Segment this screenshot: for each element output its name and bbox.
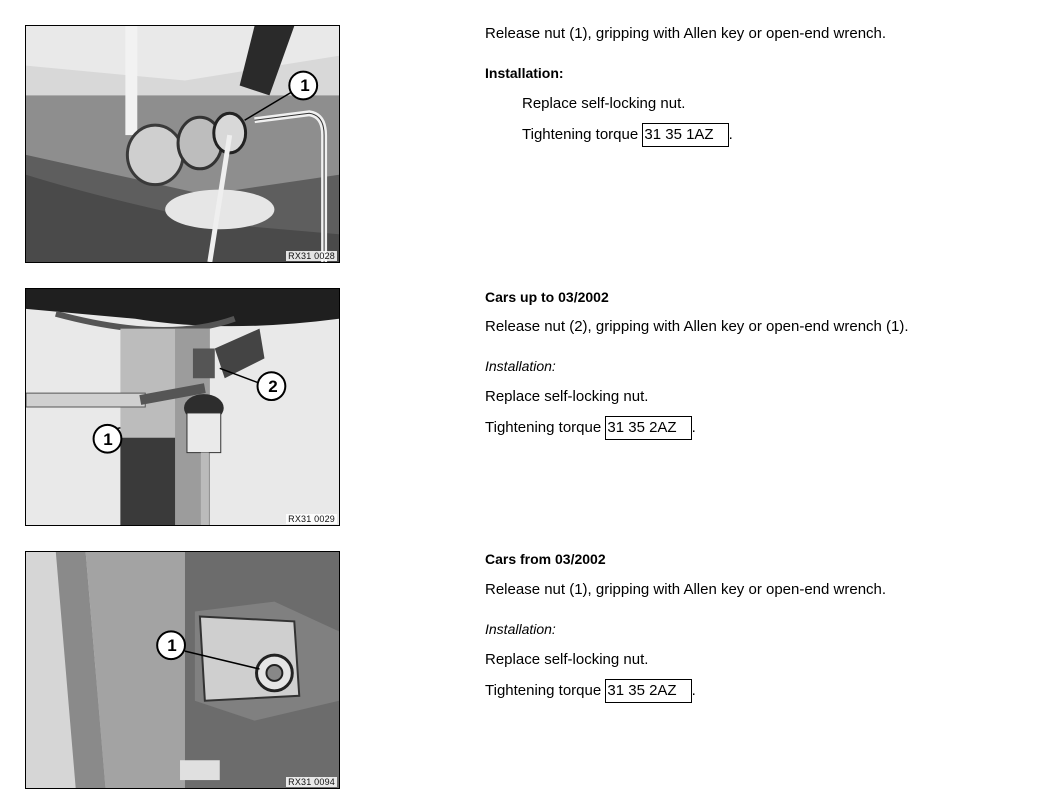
photo-illustration-2 — [26, 289, 339, 525]
torque-label: Tightening torque — [485, 418, 602, 436]
torque-label: Tightening torque — [522, 125, 639, 143]
image-code: RX31 0029 — [288, 514, 335, 524]
replace-nut-text: Replace self-locking nut. — [485, 651, 649, 668]
installation-heading: Installation: — [485, 621, 556, 637]
torque-end: . — [691, 681, 696, 699]
image-code: RX31 0028 — [288, 251, 335, 261]
instruction-text: Release nut (1), gripping with Allen key or open-end wrench. — [485, 25, 887, 42]
torque-spec-link[interactable]: 31 35 2AZ — [605, 416, 691, 440]
torque-line — [485, 416, 696, 440]
image-code: RX31 0094 — [288, 777, 335, 787]
photo-illustration-3 — [26, 552, 339, 788]
torque-spec-link[interactable]: 31 35 2AZ — [605, 679, 691, 703]
photo-strut-link-nut — [25, 288, 340, 526]
torque-spec-link[interactable]: 31 35 1AZ — [642, 123, 728, 147]
callout-1: 1 — [167, 636, 177, 655]
torque-line — [522, 123, 733, 147]
photo-bracket-nut — [25, 551, 340, 789]
replace-nut-text: Replace self-locking nut. — [522, 95, 686, 112]
instruction-text: Release nut (2), gripping with Allen key or open-end wrench (1). — [485, 318, 909, 335]
section-heading: Cars from 03/2002 — [485, 551, 606, 567]
replace-nut-text: Replace self-locking nut. — [485, 388, 649, 405]
torque-end: . — [691, 418, 696, 436]
callout-1: 1 — [103, 430, 113, 449]
installation-heading: Installation: — [485, 358, 556, 374]
torque-line — [485, 679, 696, 703]
torque-end: . — [728, 125, 733, 143]
photo-anti-roll-bar-link-nut — [25, 25, 340, 263]
instruction-text: Release nut (1), gripping with Allen key or open-end wrench. — [485, 581, 887, 598]
callout-2: 2 — [268, 377, 278, 396]
installation-heading: Installation: — [485, 65, 564, 81]
photo-illustration-1 — [26, 26, 339, 262]
torque-label: Tightening torque — [485, 681, 602, 699]
callout-1: 1 — [300, 76, 310, 95]
section-heading: Cars up to 03/2002 — [485, 289, 609, 305]
